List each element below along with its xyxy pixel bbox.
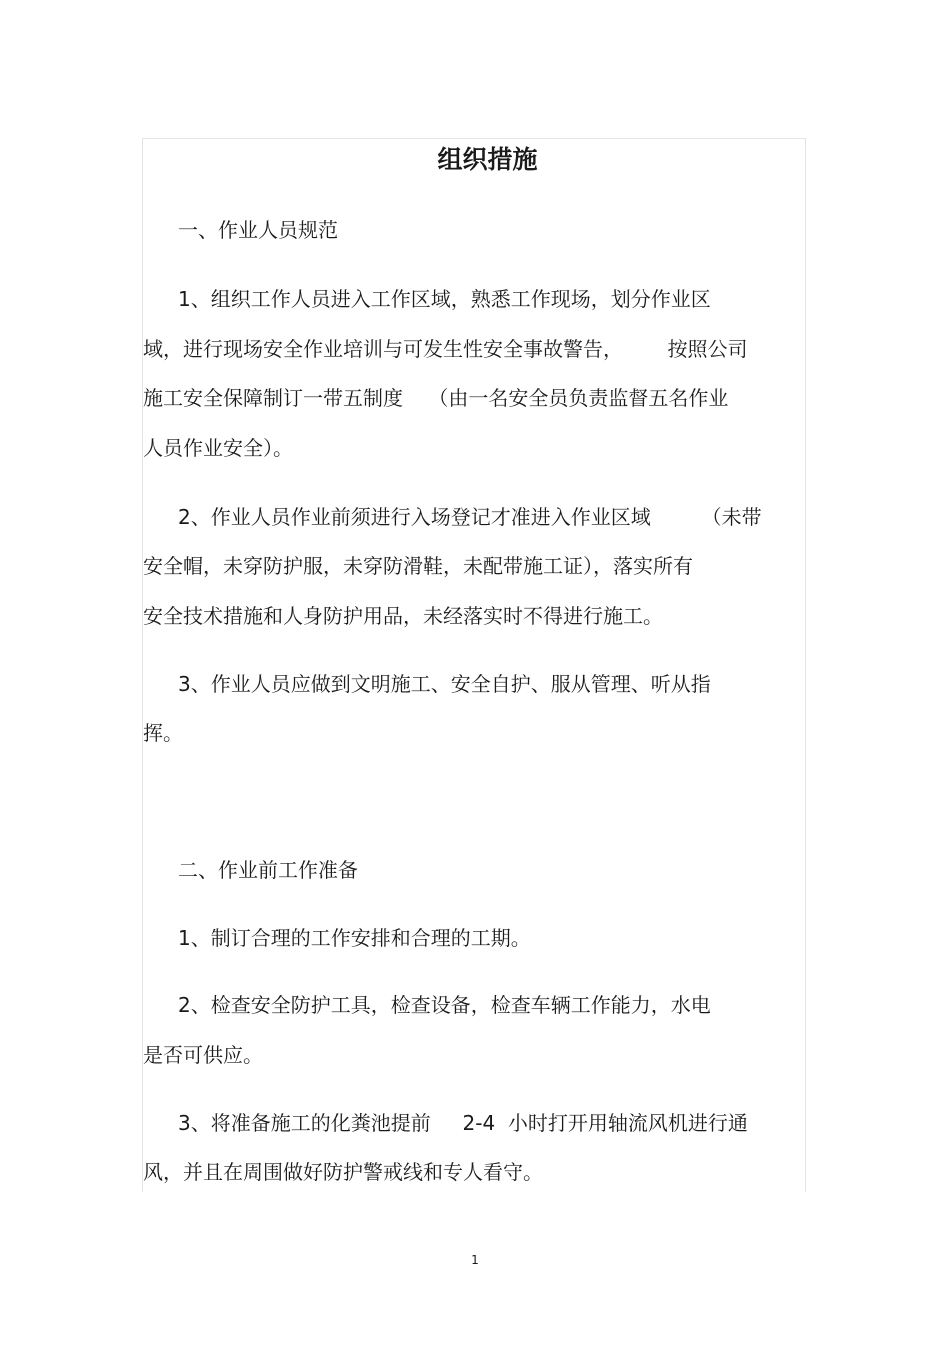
paragraph-line: 2、作业人员作业前须进行入场登记才准进入作业区域 （未带 xyxy=(178,505,762,529)
paragraph-line: 1、制订合理的工作安排和合理的工期。 xyxy=(178,926,531,950)
paragraph-line: 域，进行现场安全作业培训与可发生性安全事故警告， 按照公司 xyxy=(143,337,748,361)
paragraph-line: 安全帽，未穿防护服，未穿防滑鞋，未配带施工证），落实所有 xyxy=(143,554,693,578)
paragraph-line: 施工安全保障制订一带五制度 （由一名安全员负责监督五名作业 xyxy=(143,386,729,410)
paragraph-line: 3、将准备施工的化粪池提前 2-4 小时打开用轴流风机进行通 xyxy=(178,1111,748,1135)
section-heading-1: 一、作业人员规范 xyxy=(178,218,338,242)
paragraph-line: 人员作业安全）。 xyxy=(143,436,293,460)
paragraph-line: 3、作业人员应做到文明施工、安全自护、服从管理、听从指 xyxy=(178,672,711,696)
document-title: 组织措施 xyxy=(437,145,538,174)
section-heading-2: 二、作业前工作准备 xyxy=(178,858,358,882)
paragraph-line: 风，并且在周围做好防护警戒线和专人看守。 xyxy=(143,1160,543,1184)
page-number: 1 xyxy=(471,1253,479,1267)
paragraph-line: 是否可供应。 xyxy=(143,1043,263,1067)
paragraph-line: 1、组织工作人员进入工作区域，熟悉工作现场，划分作业区 xyxy=(178,287,711,311)
paragraph-line: 安全技术措施和人身防护用品，未经落实时不得进行施工。 xyxy=(143,604,663,628)
paragraph-line: 挥。 xyxy=(143,721,183,745)
paragraph-line: 2、检查安全防护工具，检查设备，检查车辆工作能力，水电 xyxy=(178,993,711,1017)
